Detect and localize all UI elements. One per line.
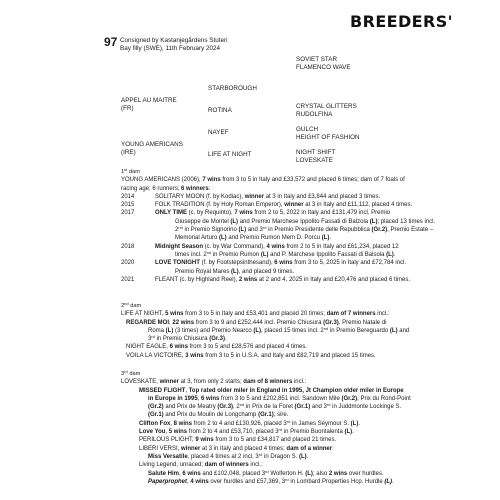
pedigree-sire: APPEL AU MAITRE (FR) bbox=[121, 97, 177, 112]
first-dam-section bbox=[121, 168, 493, 284]
second-dam-section bbox=[121, 302, 493, 360]
produce-regarde-moi-line-3: 3rd in Premio Chiusura (Gr.3). bbox=[148, 334, 227, 343]
produce-missed-flight-line-4: (Gr.1) and Prix du Moulin de Longchamp (Gr.1); sire. bbox=[148, 412, 289, 419]
pedigree-sss: SOVIET STAR bbox=[296, 56, 338, 63]
pedigree-ddd: LOVESKATE bbox=[296, 157, 333, 164]
lot-number: 97 bbox=[104, 35, 118, 49]
foal-2015: 2015 FOLK TRADITION (f. by Holy Roman Emperor), winner at 3 in Italy and £11,112, placed 4 times. bbox=[121, 202, 413, 209]
foal-2021: 2021 FLEANT (c. by Highland Reel), 2 wins at 2 and 4, 2025 in Italy and £20,476 and placed 6 times. bbox=[121, 276, 411, 283]
produce-voila-la-victoire: VOILA LA VICTOIRE, 3 wins from 3 to 5 in U.S.A. and Italy and £82,719 and placed 15 times. bbox=[126, 352, 376, 359]
produce-night-eagle: NIGHT EAGLE, 6 wins from 3 to 5 and £28,576 and placed 4 times. bbox=[126, 344, 307, 351]
produce-paperprophet: Paperprophet, 4 wins over hurdles and £57,369, 3rd in Lombard Properties Hcp. Hurdle (L). bbox=[148, 476, 394, 485]
first-dam-heading: 1st dam bbox=[121, 167, 140, 175]
third-dam-intro: LOVESKATE, winner at 3, from only 2 starts; dam of 8 winners incl.: bbox=[121, 379, 307, 386]
pedigree-dam-sire: NAYEF bbox=[208, 129, 229, 136]
pedigree-sire-sire: STARBOROUGH bbox=[208, 85, 257, 92]
first-dam-intro-2: racing age; 6 runners; 6 winners: bbox=[121, 185, 211, 192]
second-dam-intro: LIFE AT NIGHT, 5 wins from 3 to 5 in Italy and £53,401 and placed 20 times; dam of 7 winners incl.: bbox=[121, 311, 390, 318]
produce-miss-versatile: Miss Versatile, placed 4 times at 2 incl. 3rd in Dragon S. (L). bbox=[148, 451, 309, 460]
third-dam-heading: 3rd dam bbox=[121, 369, 141, 377]
pedigree-ssd: FLAMENCO WAVE bbox=[296, 64, 351, 71]
foal-2017: 2017 ONLY TIME (c. by Requinto), 7 wins from 2 to 5, 2022 in Italy and £131,479 incl. Premio bbox=[121, 210, 391, 217]
foal-2014: 2014 SOLITARY MOON (f. by Kodiac), winner at 3 in Italy and £3,844 and placed 3 times. bbox=[121, 193, 381, 200]
foal-2017-line-3: 2nd in Premio Signorino (L) and 3rd in Premio Presidente delle Repubblica (Gr.2), Premio Estate – bbox=[175, 225, 434, 234]
foal-2017-line-2: Giuseppe de Montel (L) and Premio Marchese Ippolito Fassati di Balzola (L); placed 13 times incl. bbox=[175, 218, 436, 225]
produce-perilous-plight: PERILOUS PLIGHT, 9 wins from 3 to 5 and £34,817 and placed 21 times. bbox=[139, 437, 337, 444]
second-dam-heading: 2nd dam bbox=[121, 301, 142, 309]
produce-love-you: Love You, 5 wins from 2 to 4 and £53,710, placed 3rd in Premio Buontalenta (L). bbox=[139, 427, 354, 436]
third-dam-section bbox=[121, 370, 493, 486]
pedigree-sdd: RUDOLFINA bbox=[296, 111, 333, 118]
pedigree-dss: GULCH bbox=[296, 126, 319, 133]
foal-2020: 2020 LOVE TONIGHT (f. by Footstepsinthesand), 6 wins from 3 to 5, 2025 in Italy and £72,784 incl. bbox=[121, 260, 407, 267]
pedigree-dsd: HEIGHT OF FASHION bbox=[296, 134, 360, 141]
pedigree-dam: YOUNG AMERICANS (IRE) bbox=[121, 141, 183, 156]
produce-regarde-moi-line-2: Roma (L) (3 times) and Premio Nearco (L), placed 15 times incl. 2nd in Premio Bereguardo (L) and bbox=[148, 325, 410, 334]
brand-logo: BREEDERS' bbox=[350, 12, 453, 31]
foal-2018-line-2: times incl. 2nd in Premio Rumon (L) and P. Marchese Ippolito Fassati di Balsola (L). bbox=[175, 249, 396, 258]
produce-salute-him: Salute Him, 6 wins and £102,048, placed 3rd Wolferton H. (L); also 2 wins over hurdles. bbox=[148, 468, 384, 477]
lot-description: Bay filly (SWE), 11th February 2024 bbox=[120, 45, 220, 52]
produce-missed-flight-line-3: (Gr.2) and Prix de Meatry (Gr.3), 2nd in Prix de la Foret (Gr.1) and 3rd in Juddmonte Lockinge S. bbox=[148, 402, 402, 411]
first-dam-intro: YOUNG AMERICANS (2006), 7 wins from 3 to 5 in Italy and £33,572 and placed 6 times; dam of 7 foals of bbox=[121, 177, 405, 184]
consignor: Consigned by Kastanjegårdens Stuteri bbox=[120, 37, 228, 44]
produce-clifton-fox: Clifton Fox, 8 wins from 2 to 4 and £130,926, placed 3rd in James Seymour S. (L). bbox=[139, 418, 361, 427]
foal-2018: 2018 Midnight Season (c. by War Command), 4 wins from 2 to 5 in Italy and £61,234, placed 12 bbox=[121, 243, 399, 250]
produce-living-legend: Living Legend, unraced; dam of winners incl.: bbox=[139, 462, 263, 469]
produce-regarde-moi: REGARDE MOI, 22 wins from 3 to 9 and £252,444 incl. Premio Chiusura (Gr.3), Premio Natale di bbox=[126, 319, 387, 326]
pedigree-dam-dam: LIFE AT NIGHT bbox=[208, 151, 252, 158]
pedigree-dds: NIGHT SHIFT bbox=[296, 149, 336, 156]
foal-2020-line-2: Premio Royal Mares (L), and placed 9 times. bbox=[175, 268, 295, 275]
pedigree-sds: CRYSTAL GLITTERS bbox=[296, 103, 357, 110]
foal-2017-line-4: Memorial Arturo (L) and Premio Rumon Mem D. Porcu (L). bbox=[175, 235, 332, 242]
produce-missed-flight-line-2: in Europe in 1995, 6 wins from 3 to 5 and £202,851 incl. Sandown Mile (Gr.2), Prix du Rond-Point bbox=[148, 395, 411, 402]
produce-missed-flight: MISSED FLIGHT, Top rated older miler in England in 1995, Jt Champion older miler in Europe bbox=[139, 387, 404, 394]
produce-liberi-versi: LIBERI VERSI, winner at 3 in Italy and placed 4 times; dam of a winner: bbox=[139, 445, 334, 452]
pedigree-sire-dam: ROTINA bbox=[208, 107, 232, 114]
